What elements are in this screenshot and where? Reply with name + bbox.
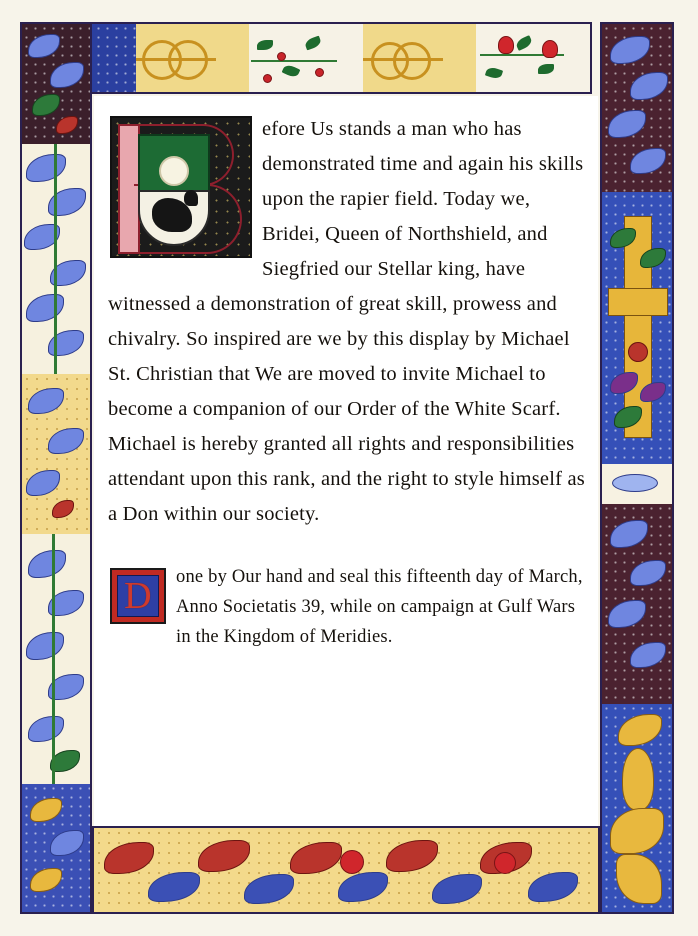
left-panel-2 <box>22 144 90 374</box>
paragraph-closing-text: one by Our hand and seal this fifteenth day of March, Anno Societatis 39, while on campaign at Gulf Wars in the Kingdom of Meridies. <box>176 567 583 647</box>
top-band-segment-knotwork-2 <box>363 24 477 92</box>
border-band-right <box>600 22 674 914</box>
top-band-segment-vine-2 <box>476 24 590 92</box>
paragraph-main <box>108 112 586 532</box>
paragraph-closing <box>108 562 586 652</box>
right-panel-cross <box>602 192 672 464</box>
left-panel-4 <box>22 534 90 784</box>
left-panel-3 <box>22 374 90 534</box>
paragraph-main-text: efore Us stands a man who has demonstrated time and again his skills upon the rapier field. Today we, Bridei, Queen of Northshield, and Siegfried our Stellar king, have witnessed a demonstration of great skill, prowess and chivalry. So inspired are we by this display by Michael St. Christian that We are moved to invite Michael to become a companion of our Order of the White Scarf. Michael is hereby granted all rights and responsibilities attendant upon this rank, and the right to style himself as a Don within our society. <box>108 118 585 525</box>
scroll-text-area <box>94 96 598 826</box>
border-band-bottom <box>92 826 600 914</box>
scroll-body <box>108 112 586 652</box>
right-panel-foliage-mid <box>602 504 672 704</box>
cross-horizontal <box>608 288 668 316</box>
border-band-left <box>20 22 92 914</box>
top-band-segment-vine-1 <box>249 24 363 92</box>
right-panel-thistle <box>602 704 672 914</box>
right-panel-divider <box>602 464 672 504</box>
left-panel-5 <box>22 784 90 914</box>
left-panel-1 <box>22 24 90 144</box>
top-band-segment-knotwork-1 <box>136 24 250 92</box>
border-band-top <box>20 22 592 94</box>
right-panel-foliage-top <box>602 24 672 192</box>
black-rooster-icon <box>152 198 192 232</box>
heraldic-shield-icon <box>138 134 210 246</box>
white-rose-icon <box>159 156 189 186</box>
dropcap-b-illumination <box>110 116 252 258</box>
illuminated-frame <box>8 10 686 926</box>
dropcap-d-letter: D <box>124 575 152 617</box>
dropcap-d-illumination <box>110 568 166 624</box>
